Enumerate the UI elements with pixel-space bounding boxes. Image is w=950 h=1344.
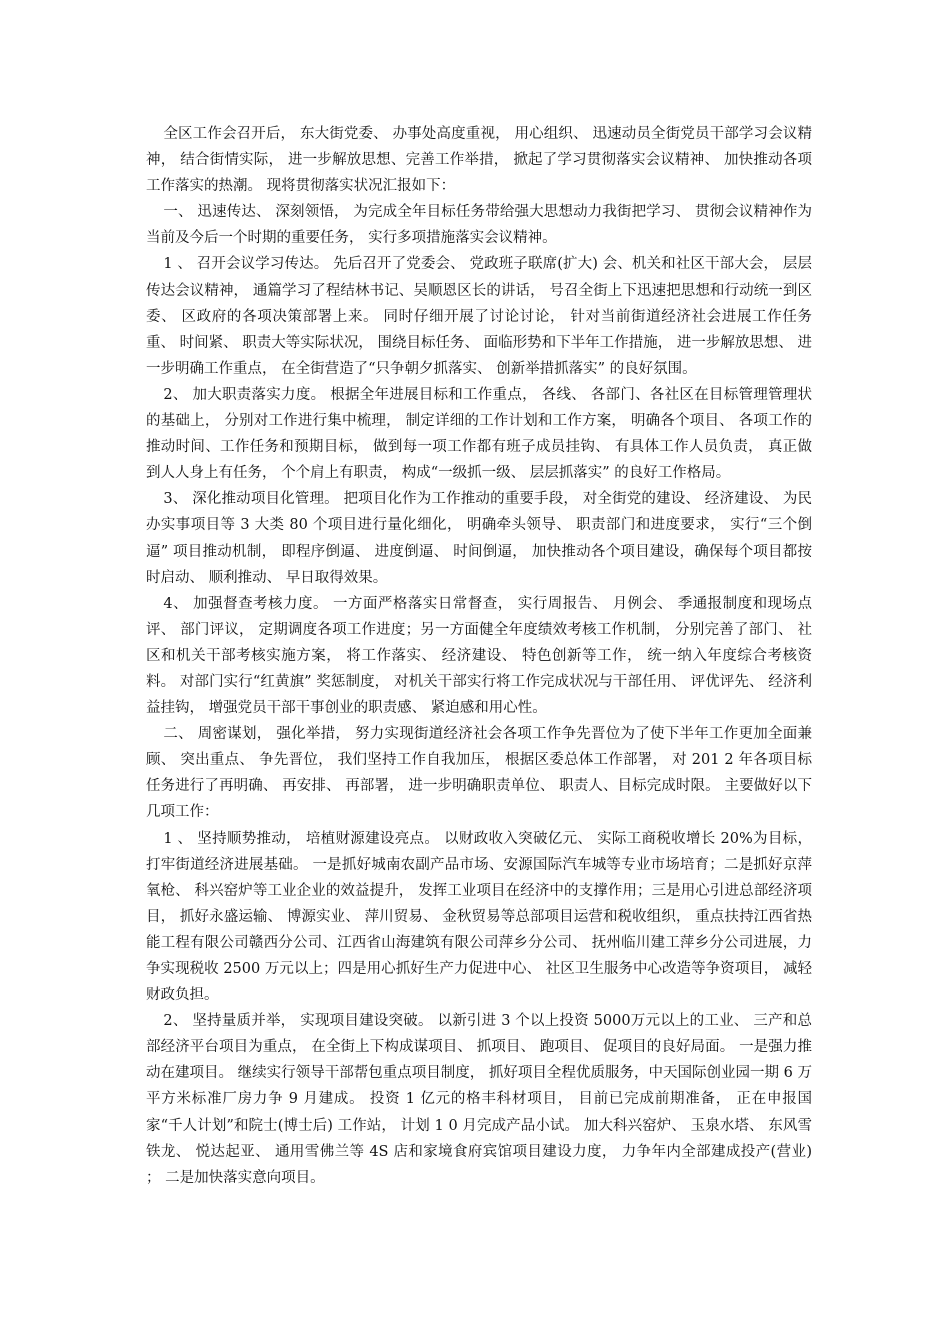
section-heading-two: 二、 周密谋划， 强化举措， 努力实现街道经济社会各项工作争先晋位为了使下半年工作更加全面兼顾、 突出重点、 争先晋位， 我们坚持工作自我加压， 根据区委总体工作部署， 对 201 2 年各项目标任务进行了再明确、 再安排、 再部署， 进一步明确职责单位、 职责人、目标完成时限。 主要做好以下几项工作： (146, 726, 812, 821)
intro-paragraph: 全区工作会召开后， 东大街党委、 办事处高度重视， 用心组织、 迅速动员全街党员干部学习会议精神， 结合街情实际， 进一步解放思想、完善工作举措， 掀起了学习贯彻落实会议精神、 加快推动各项工作落实的热潮。 现将贯彻落实状况汇报如下： (146, 126, 812, 195)
item-paragraph-5: 1 、 坚持顺势推动， 培植财源建设亮点。 以财政收入突破亿元、 实际工商税收增长 20%为目标， 打牢街道经济进展基础。 一是抓好城南农副产品市场、安源国际汽车城等专业市场培育；二是抓好京萍氧枪、 科兴窑炉等工业企业的效益提升， 发挥工业项目在经济中的支撑作用；三是用心引进总部经济项目， 抓好永盛运输、 博源实业、 萍川贸易、 金秋贸易等总部项目运营和税收组织， 重点扶持江西省热能工程有限公司赣西分公司、江西省山海建筑有限公司萍乡分公司、 抚州临川建工萍乡分公司进展，力争实现税收 2500 万元以上；四是用心抓好生产力促进中心、 社区卫生服务中心改造等争资项目， 减轻财政负担。 (146, 830, 812, 1004)
section-heading-one: 一、 迅速传达、 深刻领悟， 为完成全年目标任务带给强大思想动力我街把学习、 贯彻会议精神作为当前及今后一个时期的重要任务， 实行多项措施落实会议精神。 (146, 204, 812, 247)
item-paragraph-6: 2、 坚持量质并举， 实现项目建设突破。 以新引进 3 个以上投资 5000万元以上的工业、 三产和总部经济平台项目为重点， 在全街上下构成谋项目、 抓项目、 跑项目、 促项目的良好局面。 一是强力推动在建项目。 继续实行领导干部帮包重点项目制度， 抓好项目全程优质服务，中天国际创业园一期 6 万平方米标准厂房力争 9 月建成。 投资 1 亿元的格丰科材项目， 目前已完成前期准备， 正在申报国家“千人计划”和院士(博士后) 工作站， 计划 1 0 月完成产品小试。 加大科兴窑炉、 玉泉水塔、 东风雪铁龙、 悦达起亚、 通用雪佛兰等 4S 店和家境食府宾馆项目建设力度， 力争年内全部建成投产(营业) ； 二是加快落实意向项目。 (146, 1013, 812, 1186)
item-paragraph-2: 2、 加大职责落实力度。 根据全年进展目标和工作重点， 各线、 各部门、各社区在目标管理管理状的基础上， 分别对工作进行集中梳理， 制定详细的工作计划和工作方案， 明确各个项目、 各项工作的推动时间、工作任务和预期目标， 做到每一项工作都有班子成员挂钩、 有具体工作人员负责， 真正做到人人身上有任务， 个个肩上有职责， 构成“一级抓一级、 层层抓落实” 的良好工作格局。 (146, 386, 812, 482)
document-page (146, 121, 812, 1191)
item-paragraph-1: 1 、 召开会议学习传达。 先后召开了党委会、 党政班子联席(扩大) 会、机关和社区干部大会， 层层传达会议精神， 通篇学习了程结林书记、吴顺恩区长的讲话， 号召全街上下迅速把思想和行动统一到区委、 区政府的各项决策部署上来。 同时仔细开展了讨论讨论， 针对当前街道经济社会进展工作任务重、 时间紧、 职责大等实际状况， 围绕目标任务、 面临形势和下半年工作措施， 进一步解放思想、 进一步明确工作重点， 在全街营造了“只争朝夕抓落实、 创新举措抓落实” 的良好氛围。 (146, 256, 812, 377)
item-paragraph-4: 4、 加强督查考核力度。 一方面严格落实日常督查， 实行周报告、 月例会、 季通报制度和现场点评、 部门评议， 定期调度各项工作进度；另一方面健全年度绩效考核工作机制， 分别完善了部门、 社区和机关干部考核实施方案， 将工作落实、 经济建设、 特色创新等工作， 统一纳入年度综合考核资料。 对部门实行“红黄旗” 奖惩制度， 对机关干部实行将工作完成状况与干部任用、 评优评先、 经济利益挂钩， 增强党员干部干事创业的职责感、 紧迫感和用心性。 (146, 595, 812, 717)
item-paragraph-3: 3、 深化推动项目化管理。 把项目化作为工作推动的重要手段， 对全街党的建设、 经济建设、 为民办实事项目等 3 大类 80 个项目进行量化细化， 明确牵头领导、 职责部门和进度要求， 实行“三个倒逼” 项目推动机制， 即程序倒逼、 进度倒逼、 时间倒逼， 加快推动各个项目建设，确保每个项目都按时启动、 顺利推动、 早日取得效果。 (146, 491, 812, 586)
